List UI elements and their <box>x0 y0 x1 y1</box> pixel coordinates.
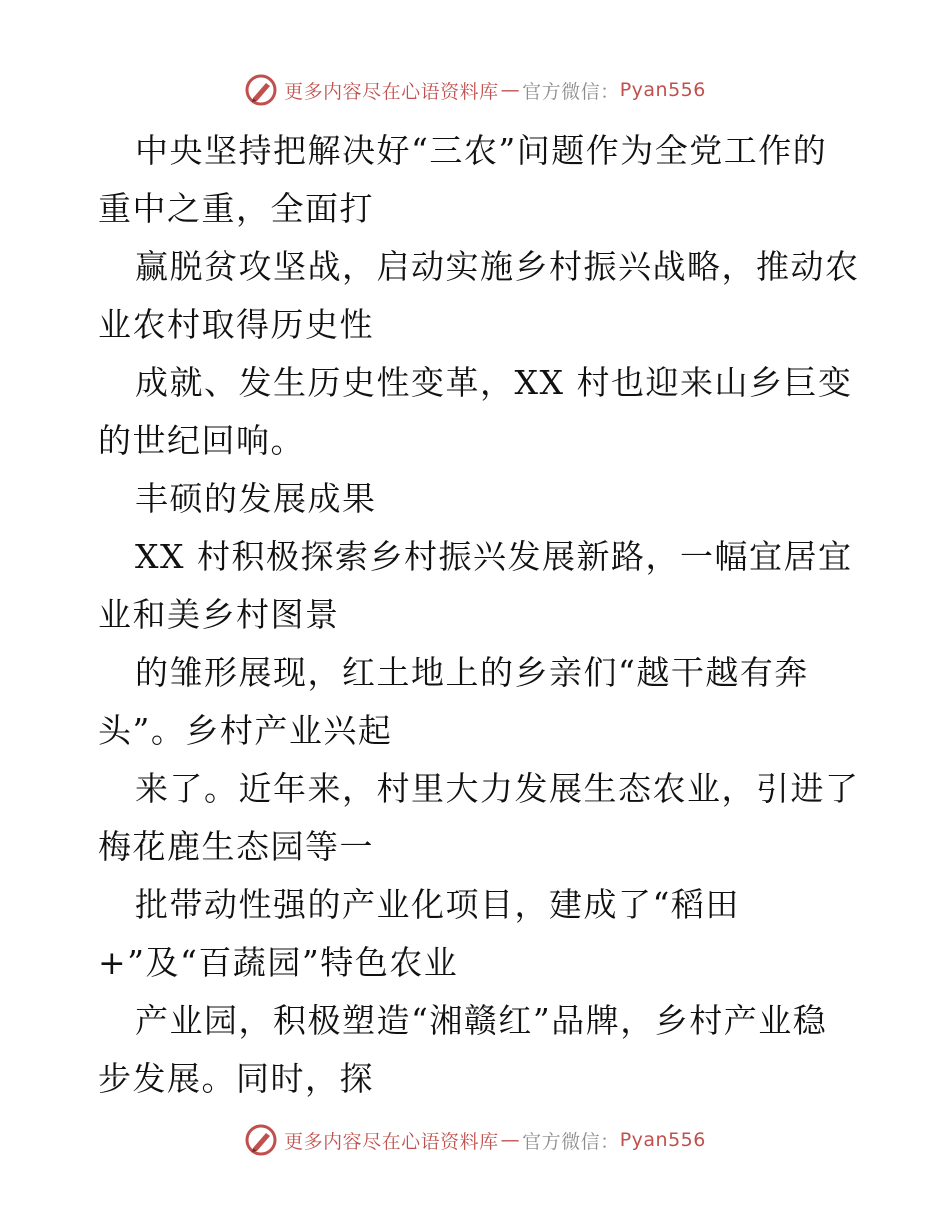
paragraph-line: +”及“百蔬园”特色农业 <box>98 943 459 982</box>
paragraph-line: 梅花鹿生态园等一 <box>98 827 374 866</box>
banner-account: Pyan556 <box>619 1129 706 1151</box>
banner-dash: — <box>500 79 521 101</box>
paragraph-8 <box>98 876 858 992</box>
header-banner <box>0 70 950 110</box>
banner-label: 官方微信： <box>522 80 620 103</box>
paragraph-6 <box>98 644 858 760</box>
paragraph-1 <box>98 122 858 238</box>
paragraph-line: 中央坚持把解决好“三农”问题作为全党工作的 <box>135 131 828 170</box>
paragraph-line: 业农村取得历史性 <box>98 305 374 344</box>
document-body <box>98 122 858 1108</box>
paragraph-2 <box>98 238 858 354</box>
banner-dash: — <box>500 1129 521 1151</box>
paragraph-line: 步发展。同时，探 <box>98 1059 374 1098</box>
paragraph-line: 的世纪回响。 <box>98 421 305 460</box>
paragraph-line: 头”。乡村产业兴起 <box>98 711 393 750</box>
paragraph-line: 批带动性强的产业化项目，建成了“稻田 <box>135 885 740 924</box>
paragraph-line: 重中之重，全面打 <box>98 189 374 228</box>
banner-brand-text: 更多内容尽在心语资料库 <box>284 80 499 103</box>
banner-brand-text: 更多内容尽在心语资料库 <box>284 1130 499 1153</box>
paragraph-line: 赢脱贫攻坚战，启动实施乡村振兴战略，推动农 <box>135 247 860 286</box>
section-heading <box>98 470 858 528</box>
paragraph-3 <box>98 354 858 470</box>
banner-label: 官方微信： <box>522 1130 620 1153</box>
paragraph-5 <box>98 528 858 644</box>
banner-account: Pyan556 <box>619 79 706 101</box>
paragraph-line: 成就、发生历史性变革，XX 村也迎来山乡巨变 <box>135 363 853 402</box>
paragraph-line: XX 村积极探索乡村振兴发展新路，一幅宜居宜 <box>135 537 853 576</box>
paragraph-line: 的雏形展现，红土地上的乡亲们“越干越有奔 <box>135 653 809 692</box>
paragraph-7 <box>98 760 858 876</box>
paragraph-9 <box>98 992 858 1108</box>
pen-circle-logo-icon <box>244 1123 278 1157</box>
paragraph-line: 产业园，积极塑造“湘赣红”品牌，乡村产业稳 <box>135 1001 828 1040</box>
paragraph-line: 来了。近年来，村里大力发展生态农业，引进了 <box>135 769 860 808</box>
paragraph-line: 业和美乡村图景 <box>98 595 340 634</box>
footer-banner <box>0 1120 950 1160</box>
paragraph-line: 丰硕的发展成果 <box>135 479 377 518</box>
pen-circle-logo-icon <box>244 73 278 107</box>
